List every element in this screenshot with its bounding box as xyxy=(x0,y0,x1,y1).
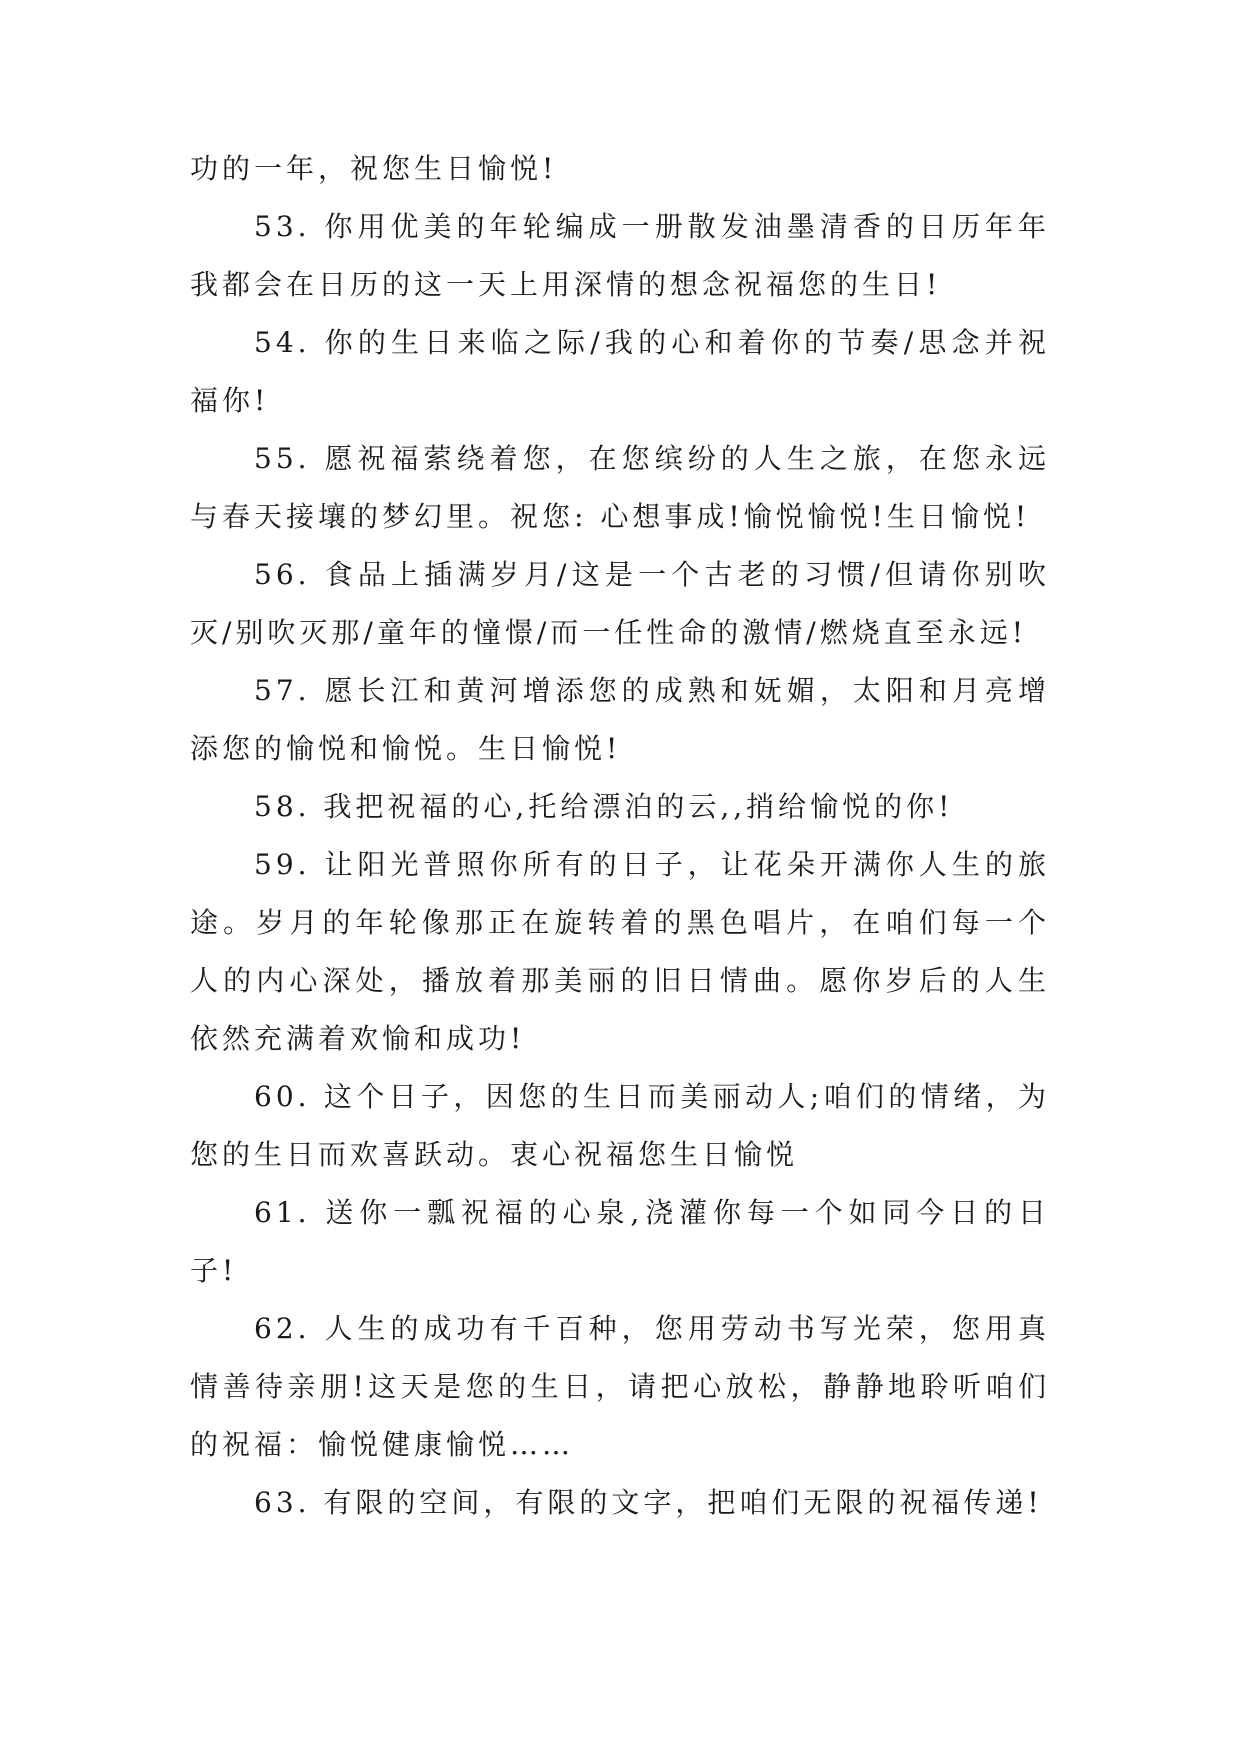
paragraph-60: 60. 这个日子，因您的生日而美丽动人;咱们的情绪，为您的生日而欢喜跃动。衷心祝福您生日愉悦 xyxy=(190,1080,1050,1171)
paragraph-63: 63. 有限的空间，有限的文字，把咱们无限的祝福传递! xyxy=(254,1486,1043,1519)
paragraph-57: 57. 愿长江和黄河增添您的成熟和妩媚，太阳和月亮增添您的愉悦和愉悦。生日愉悦! xyxy=(190,674,1050,765)
document-page xyxy=(190,140,1050,1532)
paragraph-61: 61. 送你一瓢祝福的心泉,浇灌你每一个如同今日的日子! xyxy=(190,1196,1050,1287)
paragraph-56: 56. 食品上插满岁月/这是一个古老的习惯/但请你别吹灭/别吹灭那/童年的憧憬/而一任性命的激情/燃烧直至永远! xyxy=(190,558,1050,649)
paragraph-53: 53. 你用优美的年轮编成一册散发油墨清香的日历年年我都会在日历的这一天上用深情的想念祝福您的生日! xyxy=(190,210,1050,301)
paragraph-continuation: 功的一年，祝您生日愉悦! xyxy=(190,152,558,185)
paragraph-62: 62. 人生的成功有千百种，您用劳动书写光荣，您用真情善待亲朋!这天是您的生日，请把心放松，静静地聆听咱们的祝福：愉悦健康愉悦…… xyxy=(190,1312,1050,1461)
paragraph-58: 58. 我把祝福的心,托给漂泊的云,,捎给愉悦的你! xyxy=(254,790,954,823)
paragraph-59: 59. 让阳光普照你所有的日子，让花朵开满你人生的旅途。岁月的年轮像那正在旋转着的黑色唱片，在咱们每一个人的内心深处，播放着那美丽的旧日情曲。愿你岁后的人生依然充满着欢愉和成功! xyxy=(190,848,1050,1055)
paragraph-54: 54. 你的生日来临之际/我的心和着你的节奏/思念并祝福你! xyxy=(190,326,1050,417)
paragraph-55: 55. 愿祝福萦绕着您，在您缤纷的人生之旅，在您永远与春天接壤的梦幻里。祝您: 心想事成!愉悦愉悦!生日愉悦! xyxy=(190,442,1050,533)
